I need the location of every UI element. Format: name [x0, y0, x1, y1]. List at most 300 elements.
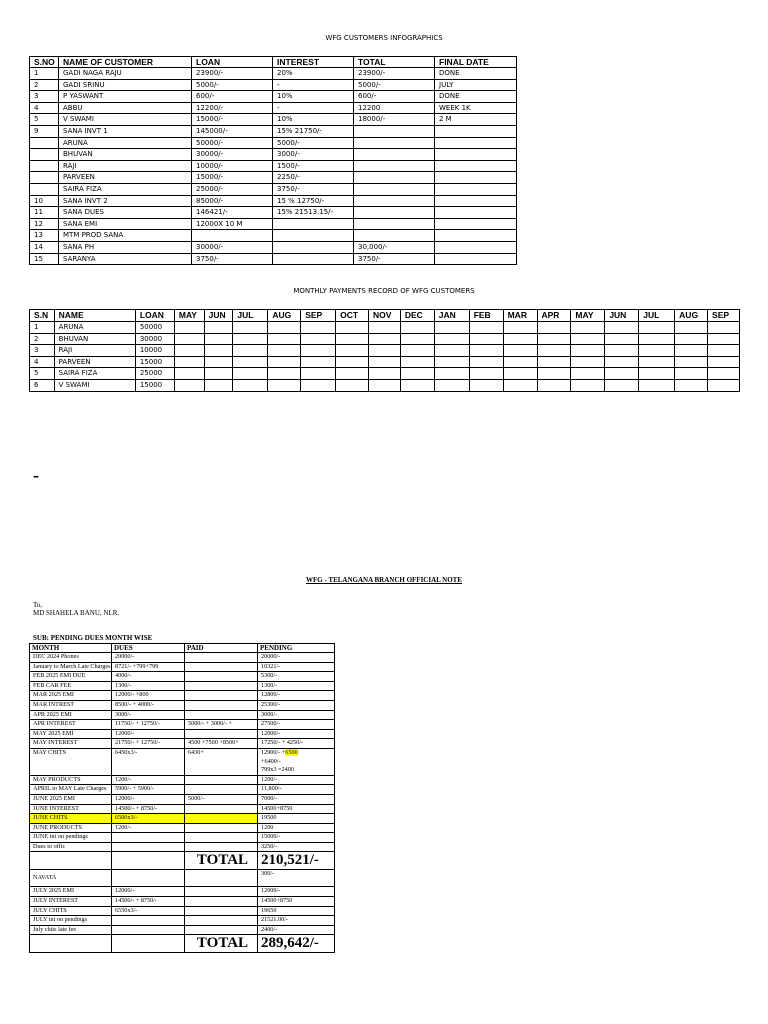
cell-paid — [185, 906, 258, 916]
cell-pending: 12800/- — [258, 691, 335, 701]
cell-final-date — [435, 137, 517, 149]
table-row — [30, 183, 517, 195]
table-row — [30, 333, 740, 345]
cell-pending: 1300/- — [258, 681, 335, 691]
cell-sn: 1 — [30, 322, 55, 334]
empty-cell — [30, 852, 112, 870]
payment-cell — [571, 333, 605, 345]
total-value: 289,642/- — [258, 935, 335, 953]
cell-pending: 19650 — [258, 906, 335, 916]
payment-cell — [336, 345, 369, 357]
note-subject: SUB: PENDING DUES MONTH WISE — [33, 634, 153, 642]
payment-cell — [639, 345, 675, 357]
cell-interest — [273, 230, 354, 242]
payment-cell — [708, 368, 740, 380]
table-row — [30, 195, 517, 207]
cell-interest: 20% — [273, 68, 354, 80]
cell-total — [354, 125, 435, 137]
table-row — [30, 653, 335, 663]
payment-cell — [233, 345, 268, 357]
cell-pending: 25300/- — [258, 700, 335, 710]
table-row — [30, 125, 517, 137]
payment-cell — [369, 368, 401, 380]
payment-cell — [233, 322, 268, 334]
table-header-row — [30, 310, 740, 322]
table-row — [30, 241, 517, 253]
cell-name: V SWAMI — [54, 379, 135, 391]
header-pending: PENDING — [258, 644, 335, 653]
table-row — [30, 785, 335, 795]
cell-loan: 15000 — [135, 379, 174, 391]
cell-interest: 10% — [273, 114, 354, 126]
cell-paid — [185, 700, 258, 710]
cell-name: SAIRA FIZA — [54, 368, 135, 380]
cell-final-date — [435, 125, 517, 137]
header-loan: LOAN — [192, 57, 273, 68]
header-total: TOTAL — [354, 57, 435, 68]
cell-loan: 3750/- — [192, 253, 273, 265]
payment-cell — [571, 368, 605, 380]
payment-cell — [301, 322, 336, 334]
cell-paid — [185, 710, 258, 720]
cell-total — [354, 195, 435, 207]
header-oct: OCT — [336, 310, 369, 322]
cell-loan: 30000/- — [192, 149, 273, 161]
header-loan: LOAN — [135, 310, 174, 322]
cell-month: MAY CHITS — [30, 748, 112, 775]
header-jun: JUN — [204, 310, 233, 322]
payment-cell — [503, 333, 537, 345]
cell-name: SARANYA — [59, 253, 192, 265]
cell-loan: 12200/- — [192, 102, 273, 114]
cell-paid — [185, 691, 258, 701]
cell-dues: 14500/- + 8750/- — [112, 804, 185, 814]
cell-loan: 145000/- — [192, 125, 273, 137]
payment-cell — [369, 333, 401, 345]
cell-sno — [30, 183, 59, 195]
cell-dues: 14500/- + 8750/- — [112, 897, 185, 907]
payment-cell — [174, 379, 204, 391]
header-sep: SEP — [301, 310, 336, 322]
table-row — [30, 160, 517, 172]
cell-month: JUNE 2025 EMI — [30, 794, 112, 804]
table-row — [30, 68, 517, 80]
cell-loan: 25000/- — [192, 183, 273, 195]
payment-cell — [204, 322, 233, 334]
table-row — [30, 842, 335, 852]
cell-paid — [185, 804, 258, 814]
cell-dues — [112, 833, 185, 843]
may-chits-calc: 799x3 =2400 — [261, 766, 294, 774]
cell-month: JUNE int on pendings — [30, 833, 112, 843]
payment-cell — [708, 345, 740, 357]
cell-pending: 12000/- — [258, 729, 335, 739]
payment-cell — [174, 356, 204, 368]
table-row — [30, 794, 335, 804]
payment-cell — [174, 345, 204, 357]
table-header-row — [30, 644, 335, 653]
cell-name: V SWAMI — [59, 114, 192, 126]
cell-month: MAR INTREST — [30, 700, 112, 710]
total-label: TOTAL — [185, 852, 258, 870]
payment-cell — [675, 368, 708, 380]
table-row — [30, 739, 335, 749]
cell-total: 600/- — [354, 91, 435, 103]
payment-cell — [708, 356, 740, 368]
cell-interest: 5000/- — [273, 137, 354, 149]
cell-month: JULY 2025 EMI — [30, 887, 112, 897]
table-row — [30, 748, 335, 775]
cell-final-date — [435, 207, 517, 219]
table-row — [30, 775, 335, 785]
payment-cell — [400, 322, 434, 334]
cell-loan: 15000/- — [192, 114, 273, 126]
payment-cell — [233, 368, 268, 380]
cell-name: MTM PROD SANA — [59, 230, 192, 242]
cell-paid — [185, 814, 258, 824]
header-aug: AUG — [268, 310, 301, 322]
payment-cell — [400, 356, 434, 368]
cell-pending: 27500/- — [258, 720, 335, 730]
cell-pending: 11,800/- — [258, 785, 335, 795]
cell-paid — [185, 662, 258, 672]
table-row — [30, 925, 335, 935]
header-may: MAY — [571, 310, 605, 322]
cell-dues: 11750/- + 12750/- — [112, 720, 185, 730]
table-row — [30, 322, 740, 334]
payment-cell — [336, 379, 369, 391]
cell-name: ABBU — [59, 102, 192, 114]
payment-cell — [434, 368, 469, 380]
cell-sn: 2 — [30, 333, 55, 345]
payment-cell — [400, 368, 434, 380]
cell-dues: 5900/- + 5900/- — [112, 785, 185, 795]
cell-name: SANA INVT 1 — [59, 125, 192, 137]
cell-name: ARUNA — [59, 137, 192, 149]
cell-sno: 3 — [30, 91, 59, 103]
note-to-line: To, — [33, 601, 43, 609]
payment-cell — [174, 368, 204, 380]
cell-paid — [185, 729, 258, 739]
cell-pending: 1200/- — [258, 775, 335, 785]
cell-name: SAIRA FIZA — [59, 183, 192, 195]
cell-sno: 11 — [30, 207, 59, 219]
payment-cell — [503, 356, 537, 368]
table-row — [30, 345, 740, 357]
cell-pending: 1200 — [258, 823, 335, 833]
cell-pending: 5300/- — [258, 672, 335, 682]
header-nov: NOV — [369, 310, 401, 322]
payment-cell — [469, 333, 503, 345]
cell-month: MAY PRODUCTS — [30, 775, 112, 785]
empty-cell — [112, 935, 185, 953]
payment-cell — [537, 368, 571, 380]
cell-name: SANA DUES — [59, 207, 192, 219]
payment-cell — [708, 333, 740, 345]
cell-loan: 25000 — [135, 368, 174, 380]
cell-month: January to March Late Charges — [30, 662, 112, 672]
cell-final-date — [435, 160, 517, 172]
cell-total — [354, 183, 435, 195]
monthly-title: MONTHLY PAYMENTS RECORD OF WFG CUSTOMERS — [293, 287, 475, 295]
table-row — [30, 356, 740, 368]
cell-sno — [30, 160, 59, 172]
payment-cell — [605, 345, 639, 357]
payment-cell — [503, 345, 537, 357]
payment-cell — [400, 333, 434, 345]
cell-dues: 6450x3/- — [112, 748, 185, 775]
payment-cell — [675, 322, 708, 334]
cell-interest: 15% 21750/- — [273, 125, 354, 137]
empty-cell — [112, 870, 185, 887]
table-row — [30, 149, 517, 161]
payment-cell — [174, 333, 204, 345]
payment-cell — [301, 379, 336, 391]
cell-pending: 3250/- — [258, 842, 335, 852]
payment-cell — [204, 345, 233, 357]
cell-month: MAY 2025 EMI — [30, 729, 112, 739]
payment-cell — [369, 345, 401, 357]
cell-dues: 3000/- — [112, 710, 185, 720]
payment-cell — [301, 333, 336, 345]
payment-cell — [336, 322, 369, 334]
payment-cell — [503, 368, 537, 380]
cell-sno: 15 — [30, 253, 59, 265]
cell-dues — [112, 842, 185, 852]
cell-sno: 1 — [30, 68, 59, 80]
cell-name: BHUVAN — [54, 333, 135, 345]
table-row — [30, 218, 517, 230]
payment-cell — [336, 333, 369, 345]
payment-cell — [369, 379, 401, 391]
cell-month: MAY INTEREST — [30, 739, 112, 749]
may-chits-extra: +6400/- — [261, 757, 281, 765]
table-row — [30, 887, 335, 897]
cell-interest: - — [273, 79, 354, 91]
cell-month: JULY CHITS — [30, 906, 112, 916]
customers-infographics-table — [29, 56, 517, 265]
header-mar: MAR — [503, 310, 537, 322]
payment-cell — [233, 379, 268, 391]
cell-final-date: DONE — [435, 68, 517, 80]
cell-sn: 6 — [30, 379, 55, 391]
payment-cell — [639, 322, 675, 334]
header-apr: APR — [537, 310, 571, 322]
cell-month: NAVATA — [30, 870, 112, 887]
payment-cell — [204, 379, 233, 391]
infographics-title: WFG CUSTOMERS INFOGRAPHICS — [325, 34, 443, 42]
payment-cell — [537, 345, 571, 357]
cell-interest — [273, 241, 354, 253]
cell-loan: 600/- — [192, 91, 273, 103]
payment-cell — [268, 333, 301, 345]
payment-cell — [301, 356, 336, 368]
payment-cell — [204, 333, 233, 345]
cell-paid — [185, 653, 258, 663]
cell-paid: 4500 +7500 +8500+ — [185, 739, 258, 749]
payment-cell — [434, 345, 469, 357]
note-recipient: MD SHAHELA BANU, NLR. — [33, 609, 120, 617]
total-row — [30, 852, 335, 870]
payment-cell — [400, 379, 434, 391]
cell-paid — [185, 842, 258, 852]
payment-cell — [336, 368, 369, 380]
cell-total: 5000/- — [354, 79, 435, 91]
cell-loan: 15000/- — [192, 172, 273, 184]
payment-cell — [301, 345, 336, 357]
header-month: MONTH — [30, 644, 112, 653]
payment-cell — [204, 368, 233, 380]
cell-final-date: JULY — [435, 79, 517, 91]
payment-cell — [301, 368, 336, 380]
cell-interest: 15 % 12750/- — [273, 195, 354, 207]
cell-loan: 23900/- — [192, 68, 273, 80]
payment-cell — [268, 322, 301, 334]
cell-month: JUNE PRODUCTS — [30, 823, 112, 833]
cell-paid: 6430+ — [185, 748, 258, 775]
cell-month: JULY int on pendings — [30, 916, 112, 926]
cell-dues: 12000/- — [112, 794, 185, 804]
cell-pending: 2400/- — [258, 925, 335, 935]
stray-dash: – — [33, 469, 39, 483]
cell-dues: 12000/- — [112, 887, 185, 897]
cell-sno — [30, 172, 59, 184]
cell-month: APRIL to MAY Late Charges — [30, 785, 112, 795]
total-value: 210,521/- — [258, 852, 335, 870]
cell-dues: 6550x3/- — [112, 906, 185, 916]
cell-sno: 10 — [30, 195, 59, 207]
payment-cell — [605, 379, 639, 391]
cell-name: RAJI — [59, 160, 192, 172]
cell-paid: 5000/- — [185, 794, 258, 804]
cell-dues: 6500x3/- — [112, 814, 185, 824]
cell-paid — [185, 785, 258, 795]
cell-month: July chits late fee — [30, 925, 112, 935]
payment-cell — [268, 379, 301, 391]
cell-interest: - — [273, 102, 354, 114]
cell-paid — [185, 887, 258, 897]
cell-name: ARUNA — [54, 322, 135, 334]
payment-cell — [571, 356, 605, 368]
payment-cell — [268, 368, 301, 380]
table-row — [30, 368, 740, 380]
cell-dues: 20000/- — [112, 653, 185, 663]
cell-sn: 5 — [30, 368, 55, 380]
header-dues: DUES — [112, 644, 185, 653]
cell-pending: 19500 — [258, 814, 335, 824]
header-jul: JUL — [639, 310, 675, 322]
cell-loan: 50000/- — [192, 137, 273, 149]
cell-paid — [185, 681, 258, 691]
payment-cell — [268, 345, 301, 357]
cell-paid — [185, 823, 258, 833]
cell-month: DEC 2024 Phones — [30, 653, 112, 663]
payment-cell — [400, 345, 434, 357]
cell-sn: 3 — [30, 345, 55, 357]
cell-total: 23900/- — [354, 68, 435, 80]
cell-dues: 8500/- + 4000/- — [112, 700, 185, 710]
cell-dues: 12000/- — [112, 729, 185, 739]
cell-name: SANA INVT 2 — [59, 195, 192, 207]
cell-sno: 5 — [30, 114, 59, 126]
payment-cell — [605, 356, 639, 368]
header-sn: S.N — [30, 310, 55, 322]
table-row — [30, 823, 335, 833]
cell-total — [354, 137, 435, 149]
cell-name: PARVEEN — [59, 172, 192, 184]
payment-cell — [537, 356, 571, 368]
table-row — [30, 833, 335, 843]
header-jun: JUN — [605, 310, 639, 322]
payment-cell — [571, 379, 605, 391]
cell-month: FEB 2025 EMI DUE — [30, 672, 112, 682]
header-final-date: FINAL DATE — [435, 57, 517, 68]
cell-month: JULY INTEREST — [30, 897, 112, 907]
cell-dues: 4000/- — [112, 672, 185, 682]
cell-month: APR INTEREST — [30, 720, 112, 730]
payment-cell — [434, 322, 469, 334]
empty-cell — [185, 870, 258, 887]
cell-name: SANA EMI — [59, 218, 192, 230]
cell-name: RAJI — [54, 345, 135, 357]
cell-total — [354, 172, 435, 184]
cell-sn: 4 — [30, 356, 55, 368]
table-row — [30, 710, 335, 720]
cell-final-date — [435, 253, 517, 265]
cell-sno: 4 — [30, 102, 59, 114]
table-row — [30, 379, 740, 391]
cell-final-date — [435, 183, 517, 195]
cell-final-date — [435, 230, 517, 242]
payment-cell — [369, 356, 401, 368]
empty-cell — [30, 935, 112, 953]
cell-sno — [30, 149, 59, 161]
cell-interest: 15% 21513.15/- — [273, 207, 354, 219]
table-header-row — [30, 57, 517, 68]
payment-cell — [537, 333, 571, 345]
cell-pending: 12900/- +6500 +6400/- 799x3 =2400 — [258, 748, 335, 775]
cell-total: 18000/- — [354, 114, 435, 126]
payment-cell — [675, 345, 708, 357]
cell-total — [354, 207, 435, 219]
cell-pending: 14500+8750 — [258, 897, 335, 907]
header-dec: DEC — [400, 310, 434, 322]
payment-cell — [537, 322, 571, 334]
cell-pending: 300/- — [258, 870, 335, 887]
cell-dues: 12000/- +800 — [112, 691, 185, 701]
cell-paid: 5000/- + 3000/- + — [185, 720, 258, 730]
table-row — [30, 870, 335, 887]
cell-paid — [185, 775, 258, 785]
payment-cell — [605, 322, 639, 334]
payment-cell — [675, 379, 708, 391]
header-feb: FEB — [469, 310, 503, 322]
cell-interest: 1500/- — [273, 160, 354, 172]
cell-loan: 10000 — [135, 345, 174, 357]
table-row — [30, 691, 335, 701]
table-row — [30, 230, 517, 242]
cell-pending: 12000/- — [258, 887, 335, 897]
cell-final-date — [435, 149, 517, 161]
cell-dues — [112, 925, 185, 935]
table-row — [30, 681, 335, 691]
table-row — [30, 804, 335, 814]
total-label: TOTAL — [185, 935, 258, 953]
payment-cell — [503, 322, 537, 334]
cell-loan: 30000 — [135, 333, 174, 345]
cell-sno — [30, 137, 59, 149]
cell-dues: 1200/- — [112, 775, 185, 785]
